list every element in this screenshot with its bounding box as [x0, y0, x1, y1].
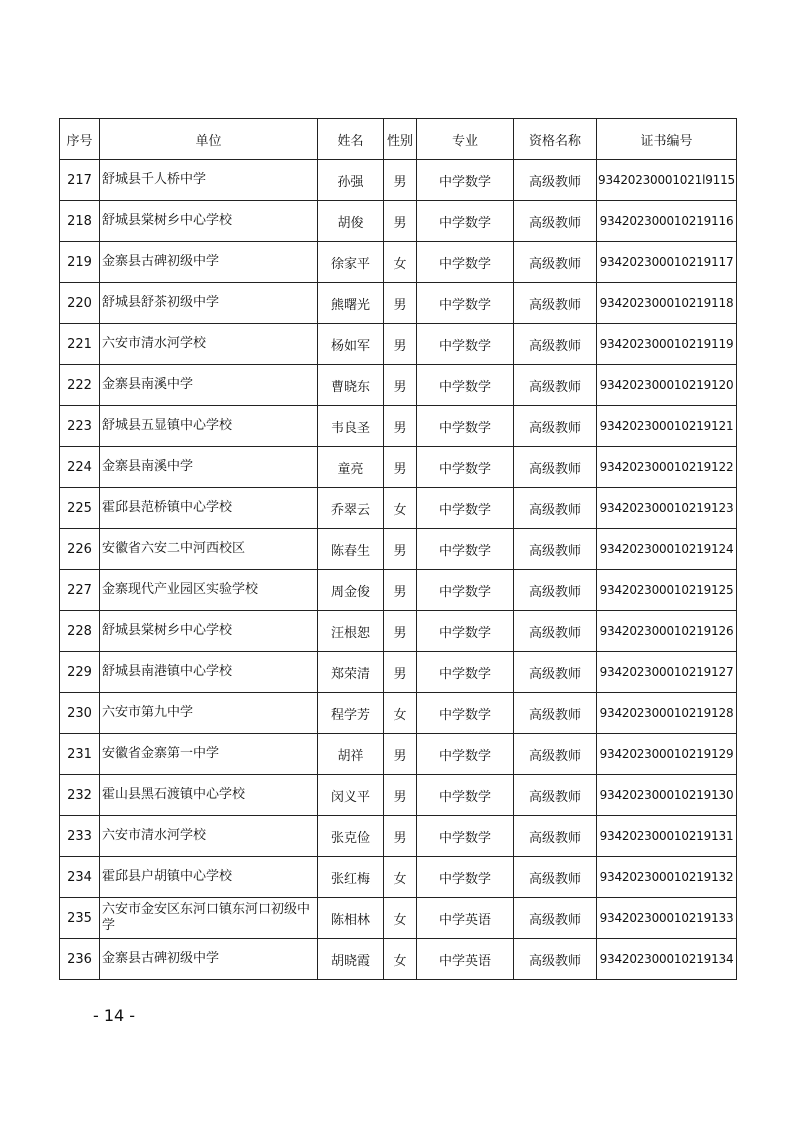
cell-subject: 中学数学 — [417, 283, 514, 324]
cell-subject: 中学数学 — [417, 857, 514, 898]
cell-qualification: 高级教师 — [514, 160, 597, 201]
cell-qualification: 高级教师 — [514, 611, 597, 652]
cell-unit: 六安市清水河学校 — [100, 324, 318, 365]
table-row — [60, 652, 737, 693]
cell-name: 童亮 — [318, 447, 384, 488]
cell-gender: 男 — [384, 283, 417, 324]
cell-certificate-number: 934202300010219117 — [597, 242, 737, 283]
cell-index: 230 — [60, 693, 100, 734]
cell-unit: 舒城县棠树乡中心学校 — [100, 611, 318, 652]
header-unit: 单位 — [100, 119, 318, 160]
cell-gender: 男 — [384, 611, 417, 652]
table-row — [60, 488, 737, 529]
cell-index: 226 — [60, 529, 100, 570]
cell-gender: 男 — [384, 734, 417, 775]
cell-unit: 安徽省金寨第一中学 — [100, 734, 318, 775]
cell-name: 韦良圣 — [318, 406, 384, 447]
cell-gender: 女 — [384, 488, 417, 529]
cell-subject: 中学数学 — [417, 775, 514, 816]
cell-certificate-number: 934202300010219132 — [597, 857, 737, 898]
cell-subject: 中学数学 — [417, 365, 514, 406]
table-row — [60, 406, 737, 447]
cell-qualification: 高级教师 — [514, 775, 597, 816]
cell-index: 235 — [60, 898, 100, 939]
cell-subject: 中学数学 — [417, 734, 514, 775]
cell-index: 220 — [60, 283, 100, 324]
table-row — [60, 324, 737, 365]
table-row — [60, 529, 737, 570]
cell-subject: 中学数学 — [417, 611, 514, 652]
cell-unit: 六安市清水河学校 — [100, 816, 318, 857]
cell-index: 233 — [60, 816, 100, 857]
cell-subject: 中学数学 — [417, 488, 514, 529]
cell-qualification: 高级教师 — [514, 365, 597, 406]
cell-certificate-number: 934202300010219133 — [597, 898, 737, 939]
cell-name: 熊曙光 — [318, 283, 384, 324]
cell-qualification: 高级教师 — [514, 242, 597, 283]
cell-index: 222 — [60, 365, 100, 406]
table-row — [60, 898, 737, 939]
header-qualification: 资格名称 — [514, 119, 597, 160]
cell-name: 周金俊 — [318, 570, 384, 611]
cell-gender: 男 — [384, 406, 417, 447]
cell-certificate-number: 934202300010219125 — [597, 570, 737, 611]
cell-subject: 中学英语 — [417, 898, 514, 939]
cell-name: 程学芳 — [318, 693, 384, 734]
cell-index: 217 — [60, 160, 100, 201]
table-row — [60, 447, 737, 488]
cell-qualification: 高级教师 — [514, 939, 597, 980]
cell-name: 胡俊 — [318, 201, 384, 242]
cell-qualification: 高级教师 — [514, 529, 597, 570]
cell-certificate-number: 934202300010219121 — [597, 406, 737, 447]
cell-unit: 安徽省六安二中河西校区 — [100, 529, 318, 570]
cell-subject: 中学数学 — [417, 652, 514, 693]
cell-index: 231 — [60, 734, 100, 775]
cell-index: 219 — [60, 242, 100, 283]
cell-name: 郑荣清 — [318, 652, 384, 693]
cell-name: 陈相林 — [318, 898, 384, 939]
cell-qualification: 高级教师 — [514, 816, 597, 857]
teacher-qualification-table — [59, 118, 737, 980]
cell-index: 227 — [60, 570, 100, 611]
cell-subject: 中学数学 — [417, 447, 514, 488]
table-header-row — [60, 119, 737, 160]
cell-certificate-number: 934202300010219124 — [597, 529, 737, 570]
cell-name: 胡晓霞 — [318, 939, 384, 980]
header-gender: 性别 — [384, 119, 417, 160]
cell-unit: 霍邱县范桥镇中心学校 — [100, 488, 318, 529]
cell-unit: 舒城县舒茶初级中学 — [100, 283, 318, 324]
cell-index: 234 — [60, 857, 100, 898]
cell-name: 汪根恕 — [318, 611, 384, 652]
table-row — [60, 611, 737, 652]
cell-gender: 女 — [384, 857, 417, 898]
cell-subject: 中学数学 — [417, 242, 514, 283]
cell-subject: 中学英语 — [417, 939, 514, 980]
cell-qualification: 高级教师 — [514, 324, 597, 365]
cell-certificate-number: 934202300010219134 — [597, 939, 737, 980]
cell-subject: 中学数学 — [417, 201, 514, 242]
cell-certificate-number: 934202300010219127 — [597, 652, 737, 693]
cell-unit: 金寨县南溪中学 — [100, 365, 318, 406]
header-index: 序号 — [60, 119, 100, 160]
table-row — [60, 242, 737, 283]
page-number: - 14 - — [93, 1006, 136, 1025]
cell-unit: 舒城县五显镇中心学校 — [100, 406, 318, 447]
cell-certificate-number: 93420230001021l9115 — [597, 160, 737, 201]
cell-qualification: 高级教师 — [514, 201, 597, 242]
cell-index: 224 — [60, 447, 100, 488]
cell-unit: 舒城县千人桥中学 — [100, 160, 318, 201]
cell-index: 232 — [60, 775, 100, 816]
cell-index: 218 — [60, 201, 100, 242]
cell-index: 225 — [60, 488, 100, 529]
cell-qualification: 高级教师 — [514, 283, 597, 324]
cell-index: 223 — [60, 406, 100, 447]
cell-gender: 男 — [384, 529, 417, 570]
cell-gender: 女 — [384, 898, 417, 939]
cell-certificate-number: 934202300010219131 — [597, 816, 737, 857]
cell-index: 228 — [60, 611, 100, 652]
cell-unit: 舒城县棠树乡中心学校 — [100, 201, 318, 242]
cell-certificate-number: 934202300010219129 — [597, 734, 737, 775]
cell-qualification: 高级教师 — [514, 734, 597, 775]
cell-index: 229 — [60, 652, 100, 693]
header-subject: 专业 — [417, 119, 514, 160]
cell-qualification: 高级教师 — [514, 898, 597, 939]
cell-name: 张红梅 — [318, 857, 384, 898]
cell-index: 221 — [60, 324, 100, 365]
cell-gender: 女 — [384, 939, 417, 980]
cell-unit: 霍邱县户胡镇中心学校 — [100, 857, 318, 898]
table-row — [60, 734, 737, 775]
cell-name: 闵义平 — [318, 775, 384, 816]
cell-certificate-number: 934202300010219118 — [597, 283, 737, 324]
table-row — [60, 857, 737, 898]
cell-gender: 男 — [384, 652, 417, 693]
cell-unit: 六安市第九中学 — [100, 693, 318, 734]
cell-certificate-number: 934202300010219116 — [597, 201, 737, 242]
cell-name: 孙强 — [318, 160, 384, 201]
cell-subject: 中学数学 — [417, 816, 514, 857]
cell-name: 张克俭 — [318, 816, 384, 857]
table-row — [60, 775, 737, 816]
table-row — [60, 283, 737, 324]
cell-gender: 男 — [384, 775, 417, 816]
cell-qualification: 高级教师 — [514, 406, 597, 447]
cell-certificate-number: 934202300010219130 — [597, 775, 737, 816]
table-row — [60, 939, 737, 980]
cell-subject: 中学数学 — [417, 529, 514, 570]
cell-unit: 金寨县古碑初级中学 — [100, 242, 318, 283]
cell-gender: 男 — [384, 201, 417, 242]
cell-certificate-number: 934202300010219123 — [597, 488, 737, 529]
cell-qualification: 高级教师 — [514, 447, 597, 488]
cell-subject: 中学数学 — [417, 693, 514, 734]
cell-index: 236 — [60, 939, 100, 980]
table-row — [60, 365, 737, 406]
cell-qualification: 高级教师 — [514, 652, 597, 693]
cell-name: 徐家平 — [318, 242, 384, 283]
cell-name: 陈春生 — [318, 529, 384, 570]
cell-subject: 中学数学 — [417, 406, 514, 447]
cell-gender: 女 — [384, 693, 417, 734]
cell-gender: 男 — [384, 365, 417, 406]
cell-unit: 六安市金安区东河口镇东河口初级中学 — [100, 898, 318, 939]
cell-certificate-number: 934202300010219120 — [597, 365, 737, 406]
cell-unit: 霍山县黑石渡镇中心学校 — [100, 775, 318, 816]
table-row — [60, 816, 737, 857]
table-row — [60, 693, 737, 734]
cell-unit: 金寨现代产业园区实验学校 — [100, 570, 318, 611]
cell-subject: 中学数学 — [417, 324, 514, 365]
cell-gender: 男 — [384, 324, 417, 365]
header-certificate-number: 证书编号 — [597, 119, 737, 160]
cell-certificate-number: 934202300010219122 — [597, 447, 737, 488]
table-row — [60, 570, 737, 611]
cell-gender: 男 — [384, 447, 417, 488]
cell-gender: 男 — [384, 816, 417, 857]
cell-certificate-number: 934202300010219128 — [597, 693, 737, 734]
cell-qualification: 高级教师 — [514, 857, 597, 898]
cell-gender: 男 — [384, 160, 417, 201]
table-row — [60, 160, 737, 201]
cell-gender: 女 — [384, 242, 417, 283]
cell-subject: 中学数学 — [417, 570, 514, 611]
table-row — [60, 201, 737, 242]
cell-subject: 中学数学 — [417, 160, 514, 201]
cell-qualification: 高级教师 — [514, 570, 597, 611]
cell-qualification: 高级教师 — [514, 693, 597, 734]
cell-name: 曹晓东 — [318, 365, 384, 406]
cell-certificate-number: 934202300010219119 — [597, 324, 737, 365]
cell-certificate-number: 934202300010219126 — [597, 611, 737, 652]
cell-name: 杨如军 — [318, 324, 384, 365]
cell-gender: 男 — [384, 570, 417, 611]
cell-unit: 金寨县南溪中学 — [100, 447, 318, 488]
header-name: 姓名 — [318, 119, 384, 160]
cell-unit: 舒城县南港镇中心学校 — [100, 652, 318, 693]
cell-unit: 金寨县古碑初级中学 — [100, 939, 318, 980]
cell-qualification: 高级教师 — [514, 488, 597, 529]
cell-name: 乔翠云 — [318, 488, 384, 529]
cell-name: 胡祥 — [318, 734, 384, 775]
